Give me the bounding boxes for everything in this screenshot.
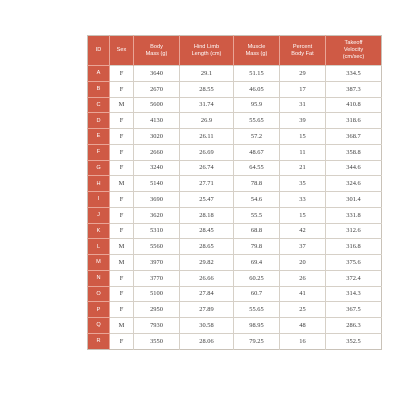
cell-hind-limb-length: 26.66 xyxy=(180,270,234,286)
column-header-line: ID xyxy=(95,47,102,53)
cell-percent-body-fat: 35 xyxy=(280,176,326,192)
cell-takeoff-velocity: 286.3 xyxy=(326,318,382,334)
row-id-cell: K xyxy=(88,223,110,239)
cell-sex: M xyxy=(110,318,134,334)
row-id-cell: G xyxy=(88,160,110,176)
cell-sex: F xyxy=(110,66,134,82)
row-id-cell: D xyxy=(88,113,110,129)
cell-body-mass: 2670 xyxy=(134,81,180,97)
cell-hind-limb-length: 27.89 xyxy=(180,302,234,318)
cell-sex: F xyxy=(110,333,134,349)
cell-body-mass: 2950 xyxy=(134,302,180,318)
column-header-line: Takeoff xyxy=(344,40,363,46)
table-row xyxy=(88,113,382,129)
cell-muscle-mass: 51.15 xyxy=(234,66,280,82)
cell-body-mass: 2660 xyxy=(134,144,180,160)
cell-body-mass: 4130 xyxy=(134,113,180,129)
header-row xyxy=(88,36,382,66)
cell-hind-limb-length: 26.69 xyxy=(180,144,234,160)
cell-takeoff-velocity: 368.7 xyxy=(326,129,382,145)
row-id-cell: M xyxy=(88,255,110,271)
cell-sex: M xyxy=(110,239,134,255)
cell-body-mass: 3550 xyxy=(134,333,180,349)
cell-muscle-mass: 55.5 xyxy=(234,207,280,223)
column-header-body-mass xyxy=(134,36,180,66)
column-header-takeoff-velocity xyxy=(326,36,382,66)
table-row xyxy=(88,144,382,160)
cell-percent-body-fat: 31 xyxy=(280,97,326,113)
cell-sex: F xyxy=(110,160,134,176)
cell-muscle-mass: 64.55 xyxy=(234,160,280,176)
cell-muscle-mass: 60.7 xyxy=(234,286,280,302)
table-row xyxy=(88,160,382,176)
row-id-cell: F xyxy=(88,144,110,160)
cell-hind-limb-length: 26.74 xyxy=(180,160,234,176)
table-row xyxy=(88,66,382,82)
column-header-id xyxy=(88,36,110,66)
column-header-line: (cm/sec) xyxy=(342,54,365,60)
cell-hind-limb-length: 28.65 xyxy=(180,239,234,255)
cell-takeoff-velocity: 316.8 xyxy=(326,239,382,255)
cell-percent-body-fat: 48 xyxy=(280,318,326,334)
column-header-line: Velocity xyxy=(343,47,364,53)
cell-sex: F xyxy=(110,286,134,302)
cell-percent-body-fat: 15 xyxy=(280,129,326,145)
cell-takeoff-velocity: 324.6 xyxy=(326,176,382,192)
cell-takeoff-velocity: 375.6 xyxy=(326,255,382,271)
cell-hind-limb-length: 28.45 xyxy=(180,223,234,239)
column-header-line: Mass (g) xyxy=(245,50,268,57)
table-row xyxy=(88,176,382,192)
cell-hind-limb-length: 31.74 xyxy=(180,97,234,113)
column-header-hind-limb-length xyxy=(180,36,234,66)
cell-sex: F xyxy=(110,129,134,145)
cell-hind-limb-length: 26.9 xyxy=(180,113,234,129)
cell-body-mass: 5600 xyxy=(134,97,180,113)
cell-hind-limb-length: 28.55 xyxy=(180,81,234,97)
cell-muscle-mass: 48.67 xyxy=(234,144,280,160)
row-id-cell: C xyxy=(88,97,110,113)
cell-hind-limb-length: 28.06 xyxy=(180,333,234,349)
table-row xyxy=(88,270,382,286)
table-row xyxy=(88,239,382,255)
cell-hind-limb-length: 29.82 xyxy=(180,255,234,271)
table-row xyxy=(88,255,382,271)
cell-takeoff-velocity: 314.3 xyxy=(326,286,382,302)
cell-body-mass: 5560 xyxy=(134,239,180,255)
table-row xyxy=(88,192,382,208)
row-id-cell: J xyxy=(88,207,110,223)
row-id-cell: B xyxy=(88,81,110,97)
table-row xyxy=(88,207,382,223)
table-row xyxy=(88,81,382,97)
cell-takeoff-velocity: 387.3 xyxy=(326,81,382,97)
cell-hind-limb-length: 27.84 xyxy=(180,286,234,302)
cell-muscle-mass: 57.2 xyxy=(234,129,280,145)
cell-sex: F xyxy=(110,192,134,208)
table-row xyxy=(88,97,382,113)
cell-muscle-mass: 60.25 xyxy=(234,270,280,286)
cell-sex: M xyxy=(110,97,134,113)
row-id-cell: L xyxy=(88,239,110,255)
cell-takeoff-velocity: 358.8 xyxy=(326,144,382,160)
cell-percent-body-fat: 41 xyxy=(280,286,326,302)
cell-muscle-mass: 79.8 xyxy=(234,239,280,255)
table-row xyxy=(88,302,382,318)
cell-takeoff-velocity: 367.5 xyxy=(326,302,382,318)
cell-percent-body-fat: 20 xyxy=(280,255,326,271)
column-header-line: Body xyxy=(150,43,163,50)
cell-takeoff-velocity: 318.6 xyxy=(326,113,382,129)
column-header-line: Sex xyxy=(116,47,127,53)
cell-takeoff-velocity: 331.8 xyxy=(326,207,382,223)
column-header-line: Body Fat xyxy=(291,50,314,57)
row-id-cell: H xyxy=(88,176,110,192)
cell-body-mass: 5100 xyxy=(134,286,180,302)
cell-sex: F xyxy=(110,113,134,129)
cell-muscle-mass: 95.9 xyxy=(234,97,280,113)
row-id-cell: O xyxy=(88,286,110,302)
row-id-cell: A xyxy=(88,66,110,82)
cell-takeoff-velocity: 301.4 xyxy=(326,192,382,208)
column-header-line: Percent xyxy=(292,43,313,50)
cell-hind-limb-length: 29.1 xyxy=(180,66,234,82)
cell-sex: F xyxy=(110,81,134,97)
cell-sex: F xyxy=(110,302,134,318)
cell-body-mass: 3690 xyxy=(134,192,180,208)
cell-hind-limb-length: 28.18 xyxy=(180,207,234,223)
column-header-line: Mass (g) xyxy=(145,50,168,57)
row-id-cell: P xyxy=(88,302,110,318)
cell-sex: F xyxy=(110,207,134,223)
cell-percent-body-fat: 37 xyxy=(280,239,326,255)
column-header-percent-body-fat xyxy=(280,36,326,66)
cell-percent-body-fat: 16 xyxy=(280,333,326,349)
cell-percent-body-fat: 25 xyxy=(280,302,326,318)
cell-takeoff-velocity: 372.4 xyxy=(326,270,382,286)
cell-percent-body-fat: 21 xyxy=(280,160,326,176)
cell-hind-limb-length: 26.11 xyxy=(180,129,234,145)
table-row xyxy=(88,286,382,302)
cell-muscle-mass: 69.4 xyxy=(234,255,280,271)
cell-muscle-mass: 79.25 xyxy=(234,333,280,349)
cell-muscle-mass: 98.95 xyxy=(234,318,280,334)
cell-percent-body-fat: 29 xyxy=(280,66,326,82)
cell-body-mass: 3640 xyxy=(134,66,180,82)
table-row xyxy=(88,333,382,349)
cell-body-mass: 3240 xyxy=(134,160,180,176)
cell-body-mass: 3020 xyxy=(134,129,180,145)
row-id-cell: R xyxy=(88,333,110,349)
cell-body-mass: 3620 xyxy=(134,207,180,223)
cell-takeoff-velocity: 312.6 xyxy=(326,223,382,239)
cell-takeoff-velocity: 352.5 xyxy=(326,333,382,349)
column-header-line: Length (cm) xyxy=(191,50,222,57)
data-table xyxy=(87,35,382,350)
cell-body-mass: 7930 xyxy=(134,318,180,334)
row-id-cell: N xyxy=(88,270,110,286)
cell-percent-body-fat: 11 xyxy=(280,144,326,160)
row-id-cell: Q xyxy=(88,318,110,334)
cell-hind-limb-length: 25.47 xyxy=(180,192,234,208)
cell-body-mass: 5310 xyxy=(134,223,180,239)
cell-sex: F xyxy=(110,144,134,160)
cell-sex: F xyxy=(110,270,134,286)
cell-muscle-mass: 46.05 xyxy=(234,81,280,97)
cell-body-mass: 3970 xyxy=(134,255,180,271)
cell-percent-body-fat: 15 xyxy=(280,207,326,223)
cell-body-mass: 3770 xyxy=(134,270,180,286)
row-id-cell: I xyxy=(88,192,110,208)
cell-muscle-mass: 54.6 xyxy=(234,192,280,208)
cell-takeoff-velocity: 334.5 xyxy=(326,66,382,82)
table-row xyxy=(88,129,382,145)
cell-hind-limb-length: 27.71 xyxy=(180,176,234,192)
cell-percent-body-fat: 33 xyxy=(280,192,326,208)
cell-muscle-mass: 55.65 xyxy=(234,113,280,129)
cell-percent-body-fat: 39 xyxy=(280,113,326,129)
cell-percent-body-fat: 17 xyxy=(280,81,326,97)
column-header-line: Muscle xyxy=(247,43,266,50)
cell-muscle-mass: 78.8 xyxy=(234,176,280,192)
table-body xyxy=(88,66,382,350)
column-header-line: Hind Limb xyxy=(193,43,220,50)
cell-muscle-mass: 68.8 xyxy=(234,223,280,239)
cell-sex: M xyxy=(110,255,134,271)
cell-takeoff-velocity: 344.6 xyxy=(326,160,382,176)
column-header-muscle-mass xyxy=(234,36,280,66)
row-id-cell: E xyxy=(88,129,110,145)
cell-sex: F xyxy=(110,223,134,239)
cell-sex: M xyxy=(110,176,134,192)
cell-percent-body-fat: 26 xyxy=(280,270,326,286)
cell-body-mass: 5140 xyxy=(134,176,180,192)
column-header-sex xyxy=(110,36,134,66)
table-row xyxy=(88,223,382,239)
cell-hind-limb-length: 30.58 xyxy=(180,318,234,334)
cell-muscle-mass: 55.65 xyxy=(234,302,280,318)
table-row xyxy=(88,318,382,334)
cell-percent-body-fat: 42 xyxy=(280,223,326,239)
cell-takeoff-velocity: 410.8 xyxy=(326,97,382,113)
